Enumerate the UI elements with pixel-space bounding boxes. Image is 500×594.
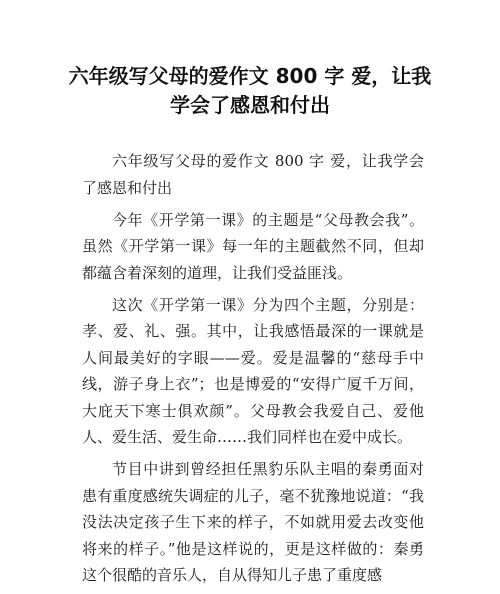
paragraph-4: 节目中讲到曾经担任黑豹乐队主唱的秦勇面对患有重度感统失调症的儿子，毫不犹豫地说道：“我没法决定孩子生下来的样子，不如就用爱去改变他将来的样子。”他是这样说的，更是这样做的：秦勇这个很酷的音乐人，自从得知儿子患了重度感 (82, 460, 424, 584)
paragraph-1: 六年级写父母的爱作文 800 字 爱，让我学会了感恩和付出 (82, 152, 424, 197)
document-body (82, 148, 424, 594)
paragraph-2: 今年《开学第一课》的主题是“父母教会我”。虽然《开学第一课》每一年的主题截然不同，但却都蕴含着深刻的道理，让我们受益匪浅。 (82, 210, 424, 282)
document-title: 六年级写父母的爱作文 800 字 爱，让我学会了感恩和付出 (68, 64, 432, 117)
paragraph-3: 这次《开学第一课》分为四个主题，分别是：孝、爱、礼、强。其中，让我感悟最深的一课就是人间最美好的字眼——爱。爱是温馨的“慈母手中线，游子身上衣”；也是博爱的“安得广厦千万间，大庇天下寒士俱欢颜”。父母教会我爱自己、爱他人、爱生活、爱生命……我们同样也在爱中成长。 (82, 295, 424, 446)
